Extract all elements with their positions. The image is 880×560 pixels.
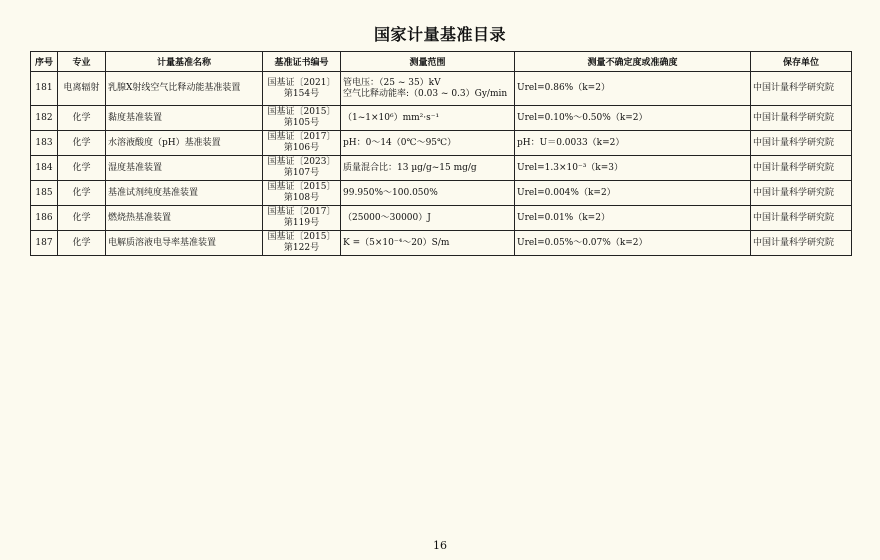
cell-name: 黏度基准装置 [106, 106, 263, 131]
table-row [31, 131, 852, 156]
cell-unit: 中国计量科学研究院 [751, 231, 852, 256]
cell-no: 186 [31, 206, 58, 231]
cell-no: 184 [31, 156, 58, 181]
cell-field: 化学 [58, 106, 106, 131]
col-header-uncertainty: 测量不确定度或准确度 [515, 52, 751, 72]
cell-no: 182 [31, 106, 58, 131]
col-header-unit: 保存单位 [751, 52, 852, 72]
cell-cert: 国基证〔2015〕 第105号 [263, 106, 341, 131]
cell-unit: 中国计量科学研究院 [751, 206, 852, 231]
cell-range: 管电压：（25 ~ 35）kV 空气比释动能率:（0.03 ~ 0.3）Gy/min [341, 72, 515, 106]
cell-cert: 国基证〔2017〕 第106号 [263, 131, 341, 156]
cell-uncertainty: Urel=0.86%（k=2） [515, 72, 751, 106]
cell-unit: 中国计量科学研究院 [751, 156, 852, 181]
cell-name: 湿度基准装置 [106, 156, 263, 181]
cell-field: 电离辐射 [58, 72, 106, 106]
table-header-row [31, 52, 852, 72]
cell-cert: 国基证〔2021〕 第154号 [263, 72, 341, 106]
cell-no: 185 [31, 181, 58, 206]
cell-name: 电解质溶液电导率基准装置 [106, 231, 263, 256]
cell-uncertainty: Urel=1.3×10⁻³（k=3） [515, 156, 751, 181]
page-number: 16 [433, 539, 447, 552]
cell-field: 化学 [58, 206, 106, 231]
cell-name: 基准试剂纯度基准装置 [106, 181, 263, 206]
cell-field: 化学 [58, 156, 106, 181]
cell-range: 质量混合比：13 µg/g~15 mg/g [341, 156, 515, 181]
table-row [31, 231, 852, 256]
cell-no: 183 [31, 131, 58, 156]
cell-field: 化学 [58, 181, 106, 206]
cell-no: 181 [31, 72, 58, 106]
table-row [31, 72, 852, 106]
page-title: 国家计量基准目录 [373, 25, 506, 44]
cell-range: （25000～30000）J [341, 206, 515, 231]
cell-uncertainty: Urel=0.01%（k=2） [515, 206, 751, 231]
cell-range: 99.950%～100.050% [341, 181, 515, 206]
col-header-field: 专业 [58, 52, 106, 72]
table-row [31, 156, 852, 181]
standards-table [30, 51, 852, 256]
table-row [31, 106, 852, 131]
cell-unit: 中国计量科学研究院 [751, 181, 852, 206]
col-header-no: 序号 [31, 52, 58, 72]
cell-field: 化学 [58, 231, 106, 256]
cell-cert: 国基证〔2017〕 第119号 [263, 206, 341, 231]
cell-no: 187 [31, 231, 58, 256]
cell-range: pH：0～14（0℃～95℃） [341, 131, 515, 156]
col-header-cert: 基准证书编号 [263, 52, 341, 72]
cell-cert: 国基证〔2015〕 第108号 [263, 181, 341, 206]
cell-uncertainty: Urel=0.05%～0.07%（k=2） [515, 231, 751, 256]
cell-range: （1~1×10⁶）mm²·s⁻¹ [341, 106, 515, 131]
col-header-range: 测量范围 [341, 52, 515, 72]
cell-cert: 国基证〔2015〕 第122号 [263, 231, 341, 256]
cell-name: 燃烧热基准装置 [106, 206, 263, 231]
table-row [31, 206, 852, 231]
cell-cert: 国基证〔2023〕 第107号 [263, 156, 341, 181]
cell-name: 乳腺X射线空气比释动能基准装置 [106, 72, 263, 106]
cell-uncertainty: Urel=0.10%～0.50%（k=2） [515, 106, 751, 131]
cell-unit: 中国计量科学研究院 [751, 106, 852, 131]
col-header-name: 计量基准名称 [106, 52, 263, 72]
cell-range: K =（5×10⁻⁴～20）S/m [341, 231, 515, 256]
cell-unit: 中国计量科学研究院 [751, 131, 852, 156]
cell-unit: 中国计量科学研究院 [751, 72, 852, 106]
cell-uncertainty: pH：U＝0.0033（k=2） [515, 131, 751, 156]
cell-field: 化学 [58, 131, 106, 156]
table-row [31, 181, 852, 206]
cell-uncertainty: Urel=0.004%（k=2） [515, 181, 751, 206]
cell-name: 水溶液酸度（pH）基准装置 [106, 131, 263, 156]
